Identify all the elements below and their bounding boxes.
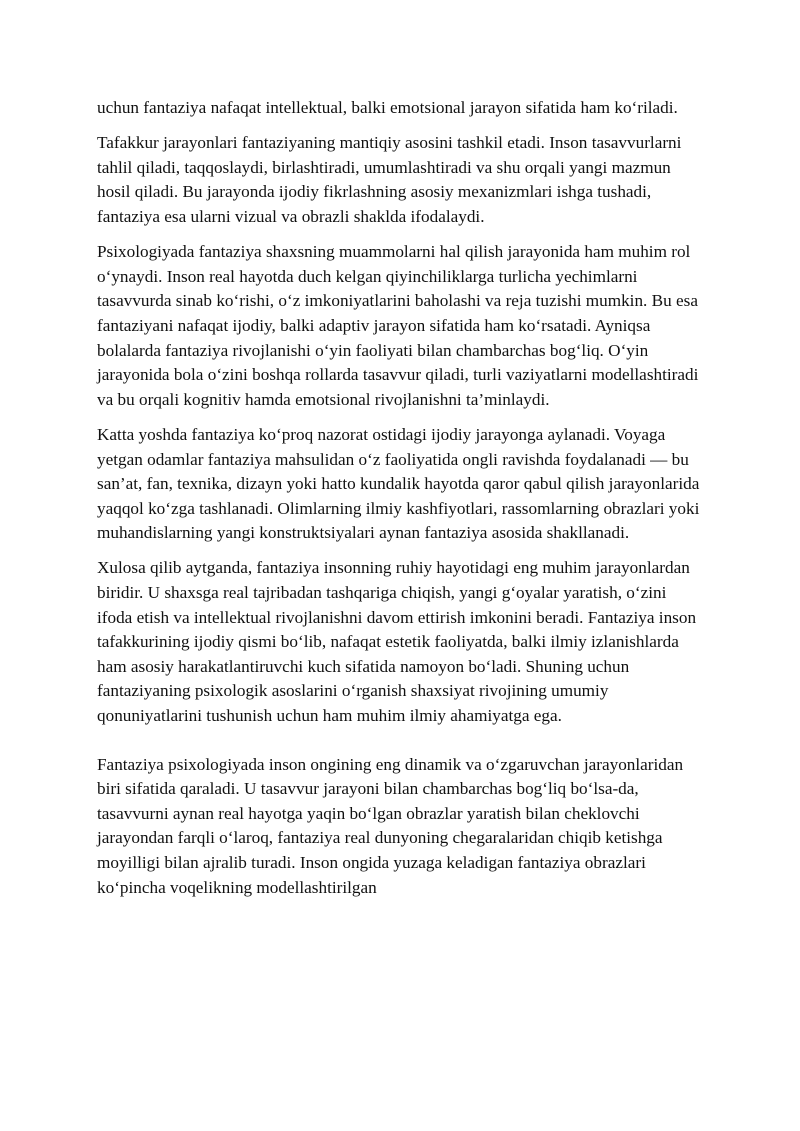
document-page: [97, 96, 705, 911]
paragraph-conclusion: Xulosa qilib aytganda, fantaziya insonning ruhiy hayotidagi eng muhim jarayonlardan biridir. U shaxsga real tajribadan tashqariga chiqish, yangi g‘oyalar yaratish, o‘zini ifoda etish va intellektual rivojlanishni davom ettirish imkonini beradi. Fantaziya inson tafakkurining ijodiy qismi bo‘lib, nafaqat estetik faoliyatda, balki ilmiy izlanishlarda ham asosiy harakatlantiruvchi kuch sifatida namoyon bo‘ladi. Shuning uchun fantaziyaning psixologik asoslarini o‘rganish shaxsiyat rivojining umumiy qonuniyatlarini tushunish uchun ham muhim ilmiy ahamiyatga ega.: [97, 558, 697, 726]
paragraph-adulthood: Katta yoshda fantaziya ko‘proq nazorat ostidagi ijodiy jarayonga aylanadi. Voyaga yetgan odamlar fantaziya mahsulidan o‘z faoliyatida ongli ravishda foydalanadi — bu san’at, fan, texnika, dizayn yoki hatto kundalik hayotda qaror qabul qilish jarayonlarida yaqqol ko‘zga tashlanadi. Olimlarning ilmiy kashfiyotlari, rassomlarning obrazlari yoki muhandislarning yangi konstruktsiyalari aynan fantaziya asosida shakllanadi.: [97, 424, 700, 543]
paragraph-problem-solving: Psixologiyada fantaziya shaxsning muammolarni hal qilish jarayonida ham muhim rol o‘ynaydi. Inson real hayotda duch kelgan qiyinchiliklarga turlicha yechimlarni tasavvurda sinab ko‘rishi, o‘z imkoniyatlarini baholashi va reja tuzishi mumkin. Bu esa fantaziyani nafaqat ijodiy, balki adaptiv jarayon sifatida ham ko‘rsatadi. Ayniqsa bolalarda fantaziya rivojlanishi o‘yin faoliyati bilan chambarchas bog‘liq. O‘yin jarayonida bola o‘zini boshqa rollarda tasavvur qiladi, turli vaziyatlarni modellashtiradi va bu orqali kognitiv hamda emotsional rivojlanishni ta’minlaydi.: [97, 242, 699, 409]
paragraph-continuation: uchun fantaziya nafaqat intellektual, balki emotsional jarayon sifatida ham ko‘riladi.: [97, 98, 678, 117]
paragraph-thinking-processes: Tafakkur jarayonlari fantaziyaning mantiqiy asosini tashkil etadi. Inson tasavvurlarni tahlil qiladi, taqqoslaydi, birlashtiradi, umumlashtiradi va shu orqali yangi mazmun hosil qiladi. Bu jarayonda ijodiy fikrlashning asosiy mexanizmlari ishga tushadi, fantaziya esa ularni vizual va obrazli shaklda ifodalaydi.: [97, 133, 682, 226]
paragraph-new-section: Fantaziya psixologiyada inson ongining eng dinamik va o‘zgaruvchan jarayonlaridan biri sifatida qaraladi. U tasavvur jarayoni bilan chambarchas bog‘liq bo‘lsa-da, tasavvurni aynan real hayotga yaqin bo‘lgan obrazlar yaratish bilan cheklovchi jarayondan farqli o‘laroq, fantaziya real dunyoning chegaralaridan chiqib ketishga moyilligi bilan ajralib turadi. Inson ongida yuzaga keladigan fantaziya obrazlari ko‘pincha voqelikning modellashtirilgan: [97, 754, 684, 897]
